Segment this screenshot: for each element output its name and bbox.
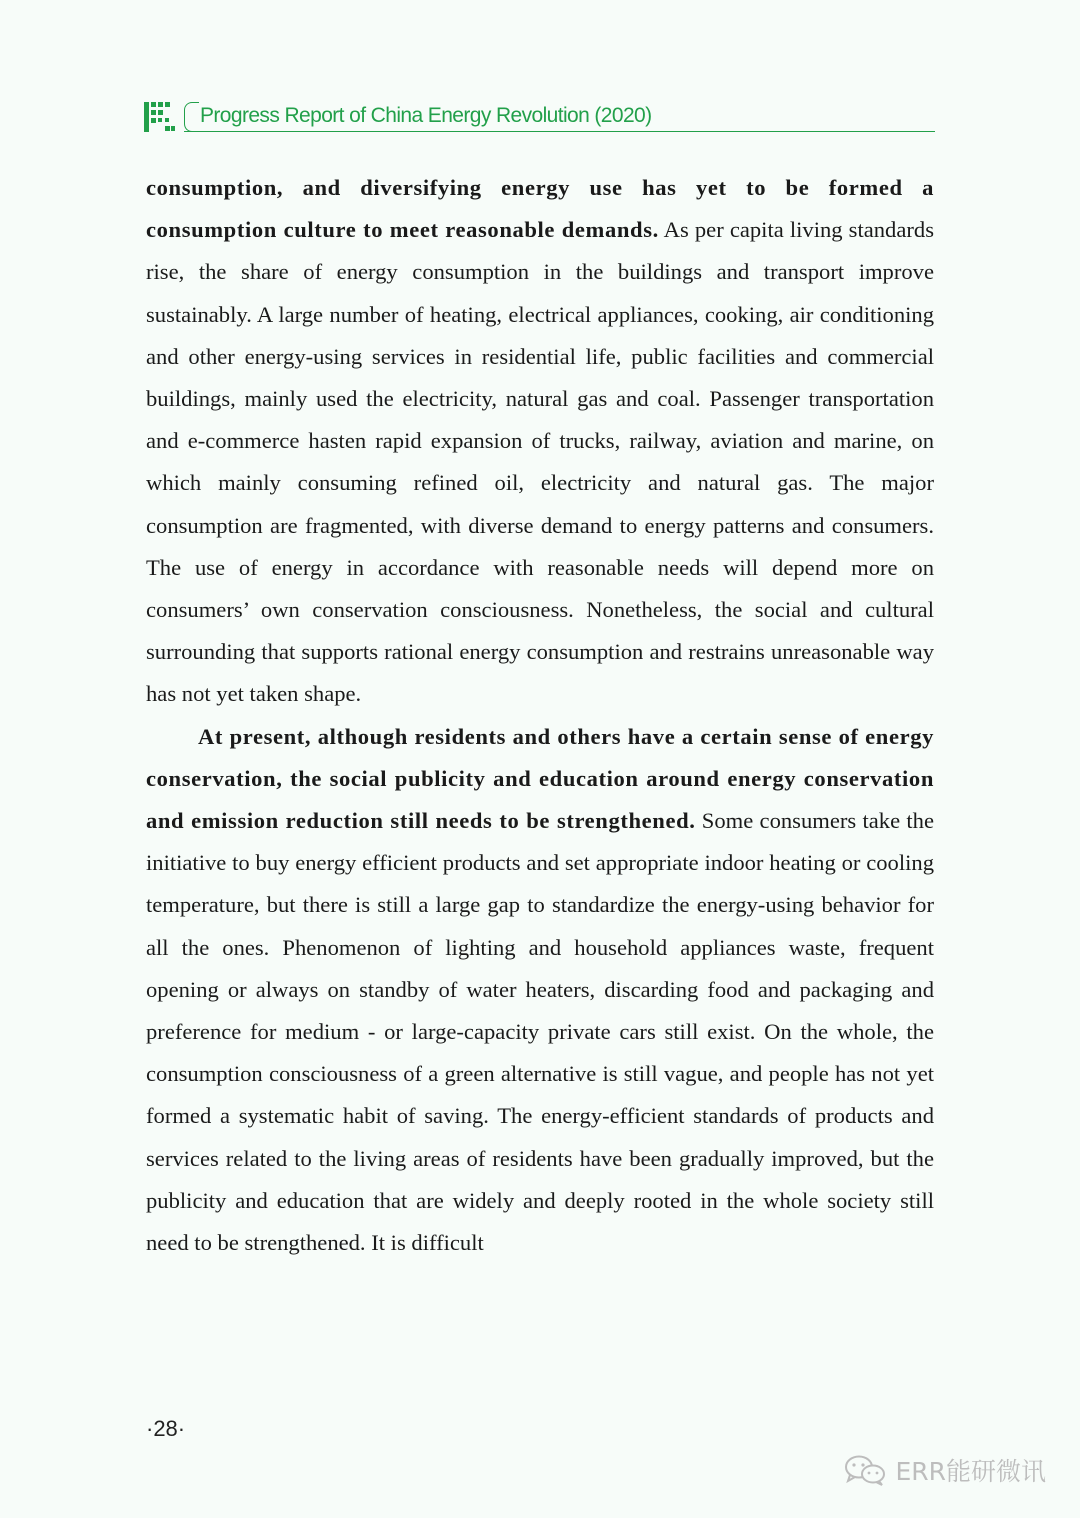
- watermark-text: ERR能研微讯: [895, 1457, 1046, 1486]
- body-text: [146, 167, 934, 1264]
- header-rule: [184, 131, 935, 132]
- paragraph-2-text: Some consumers take the initiative to buy energy efficient products and set appropriate indoor heating or cooling temperature, but there is still a large gap to standardize the energy-using behavior for all the ones. Phenomenon of lighting and household appliances waste, frequent opening or always on standby of water heaters, discarding food and packaging and preference for medium - or large-capacity private cars still exist. On the whole, the consumption consciousness of a green alternative is still vague, and people has not yet formed a systematic habit of saving. The energy-efficient standards of products and services related to the living areas of residents have been gradually improved, but the publicity and education that are widely and deeply rooted in the whole society still need to be strengthened. It is difficult: [146, 808, 935, 1256]
- wechat-icon: [843, 1454, 887, 1486]
- paragraph-2-bold: At present, although residents and others have a certain sense of energy conservation, the social publicity and education around energy conservation and emission reduction still needs to be strengthened.: [146, 723, 934, 834]
- page-number: ·28·: [146, 1416, 186, 1441]
- paragraph-1-bold: consumption, and diversifying energy use has yet to be formed a consumption culture to meet reasonable demands.: [146, 175, 934, 243]
- paragraph-1-text: As per capita living standards rise, the share of energy consumption in the buildings and transport improve sustainably. A large number of heating, electrical appliances, cooking, air conditioning and other energy-using services in residential life, public facilities and commercial buildings, mainly used the electricity, natural gas and coal. Passenger transportation and e-commerce hasten rapid expansion of trucks, railway, aviation and marine, on which mainly consuming refined oil, electricity and natural gas. The major consumption are fragmented, with diverse demand to energy patterns and consumers. The use of energy in accordance with reasonable needs will depend more on consumers’ own conservation consciousness. Nonetheless, the social and cultural surrounding that supports rational energy consumption and restrains unreasonable way has not yet taken shape.: [146, 217, 934, 707]
- paragraph-1: [146, 167, 934, 716]
- report-logo-icon: [144, 102, 176, 132]
- paragraph-2: [146, 716, 934, 1265]
- page-header: [144, 100, 935, 136]
- report-title: Progress Report of China Energy Revolution (2020): [200, 104, 652, 127]
- watermark: [843, 1450, 1046, 1490]
- header-bracket: [184, 102, 199, 132]
